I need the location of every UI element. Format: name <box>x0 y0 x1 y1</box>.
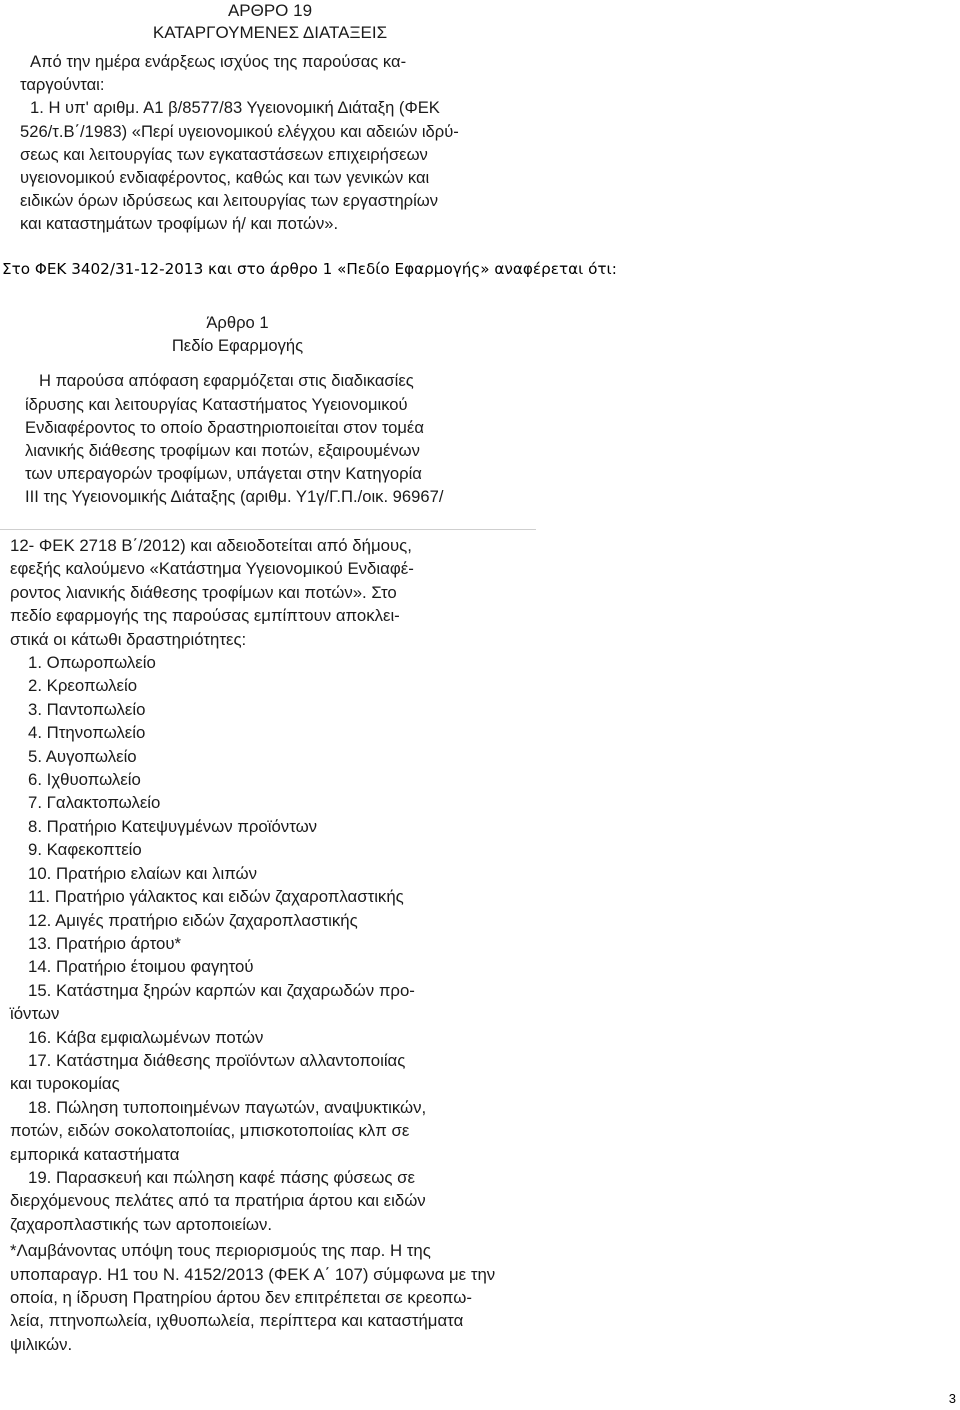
list-item <box>10 721 520 744</box>
separator-rule <box>0 529 536 530</box>
text-line: ίδρυσης και λειτουργίας Καταστήματος Υγειονομικού <box>25 394 408 414</box>
text-line: σεως και λειτουργίας των εγκαταστάσεων επιχειρήσεων <box>20 144 428 164</box>
text-line: 9. Καφεκοπτείο <box>28 840 142 860</box>
text-line: ψιλικών. <box>10 1334 73 1354</box>
list-item <box>10 815 520 838</box>
footnote <box>10 1239 520 1356</box>
text-line: 1. Οπωροπωλείο <box>28 653 156 673</box>
text-line: διερχόμενους πελάτες από τα πρατήρια άρτου και ειδών <box>10 1191 426 1211</box>
text-line: *Λαμβάνοντας υπόψη τους περιορισμούς της παρ. Η της <box>10 1241 431 1261</box>
text-line: ϊόντων <box>10 1004 60 1024</box>
article-19-title: ΑΡΘΡΟ 19 <box>227 1 313 20</box>
text-line: 2. Κρεοπωλείο <box>28 676 138 696</box>
list-item <box>10 979 520 1026</box>
list-item <box>10 1096 520 1166</box>
text-line: 10. Πρατήριο ελαίων και λιπών <box>28 863 258 883</box>
text-line: Ενδιαφέροντος το οποίο δραστηριοποιείται στον τομέα <box>25 417 424 437</box>
text-line: εμπορικά καταστήματα <box>10 1144 180 1164</box>
text-line: 526/τ.Β΄/1983) «Περί υγειονομικού ελέγχου και αδειών ιδρύ- <box>20 121 459 141</box>
text-line: 4. Πτηνοπωλείο <box>28 723 146 743</box>
text-line: 15. Κατάστημα ξηρών καρπών και ζαχαρωδών προ- <box>28 980 415 1000</box>
text-line: 14. Πρατήριο έτοιμου φαγητού <box>28 957 254 977</box>
activities-list <box>10 651 520 1236</box>
text-line: λεία, πτηνοπωλεία, ιχθυοπωλεία, περίπτερα και καταστήματα <box>10 1311 464 1331</box>
text-line: 1. Η υπ' αριθμ. Α1 β/8577/83 Υγειονομική Διάταξη (ΦΕΚ <box>30 98 440 118</box>
text-line: 12. Αμιγές πρατήριο ειδών ζαχαροπλαστικής <box>28 910 358 930</box>
page-number: 3 <box>948 1391 956 1406</box>
text-line: 12- ΦΕΚ 2718 Β΄/2012) και αδειοδοτείται από δήμους, <box>10 536 412 555</box>
text-line: ειδικών όρων ιδρύσεως και λειτουργίας των εργαστηρίων <box>20 191 439 211</box>
article-1-subtitle: Πεδίο Εφαρμογής <box>171 336 304 356</box>
text-line: 7. Γαλακτοπωλείο <box>28 793 161 813</box>
list-item <box>10 909 520 932</box>
text-line: Η παρούσα απόφαση εφαρμόζεται στις διαδικασίες <box>39 371 414 391</box>
text-line: 6. Ιχθυοπωλείο <box>28 770 141 790</box>
caption-sentence: Στο ΦΕΚ 3402/31-12-2013 και στο άρθρο 1 «Πεδίο Εφαρμογής» αναφέρεται ότι: <box>2 260 617 278</box>
text-line: υγειονομικού ενδιαφέροντος, καθώς και των γενικών και <box>20 168 430 188</box>
text-line: ΙΙΙ της Υγειονομικής Διάταξης (αριθμ. Υ1γ/Γ.Π./οικ. 96967/ <box>25 487 444 507</box>
list-item <box>10 1049 520 1096</box>
text-line: και τυροκομίας <box>10 1074 120 1094</box>
article-19-item-1 <box>20 96 520 235</box>
text-line: υποπαραγρ. Η1 του Ν. 4152/2013 (ΦΕΚ Α΄ 107) σύμφωνα με την <box>10 1264 496 1284</box>
article-19-block <box>20 0 520 236</box>
list-item <box>10 651 520 674</box>
text-line: 8. Πρατήριο Κατεψυγμένων προϊόντων <box>28 816 318 836</box>
list-item <box>10 885 520 908</box>
list-item <box>10 1166 520 1236</box>
list-item <box>10 838 520 861</box>
article-19-intro <box>20 50 520 96</box>
text-line: ταργούνται: <box>20 75 105 95</box>
list-item <box>10 791 520 814</box>
text-line: 3. Παντοπωλείο <box>28 699 146 719</box>
text-line: 13. Πρατήριο άρτου* <box>28 933 182 953</box>
list-item <box>10 674 520 697</box>
text-line: 11. Πρατήριο γάλακτος και ειδών ζαχαροπλαστικής <box>28 887 404 907</box>
text-line: ροντος λιανικής διάθεσης τροφίμων και ποτών». Στο <box>10 582 397 602</box>
article-1-body <box>25 369 510 508</box>
text-line: Από την ημέρα ενάρξεως ισχύος της παρούσας κα- <box>30 52 407 71</box>
continuation-paragraph <box>10 534 520 651</box>
article-19-subtitle: ΚΑΤΑΡΓΟΥΜΕΝΕΣ ΔΙΑΤΑΞΕΙΣ <box>152 23 388 42</box>
article-1-title: Άρθρο 1 <box>206 313 269 332</box>
article-1-block <box>25 311 510 509</box>
text-line: 17. Κατάστημα διάθεσης προϊόντων αλλαντοποιίας <box>28 1050 406 1070</box>
text-line: 16. Κάβα εμφιαλωμένων ποτών <box>28 1027 264 1047</box>
text-line: εφεξής καλούμενο «Κατάστημα Υγειονομικού Ενδιαφέ- <box>10 559 414 579</box>
text-line: λιανικής διάθεσης τροφίμων και ποτών, εξαιρουμένων <box>25 441 420 461</box>
text-line: πεδίο εφαρμογής της παρούσας εμπίπτουν αποκλει- <box>10 606 400 626</box>
list-item <box>10 1026 520 1049</box>
text-line: των υπεραγορών τροφίμων, υπάγεται στην Κατηγορία <box>25 464 422 484</box>
list-item <box>10 932 520 955</box>
text-line: ζαχαροπλαστικής των αρτοποιείων. <box>10 1214 273 1234</box>
text-line: ποτών, ειδών σοκολατοποιίας, μπισκοτοποιίας κλπ σε <box>10 1121 410 1141</box>
list-item <box>10 768 520 791</box>
list-item <box>10 862 520 885</box>
continuation-block <box>10 534 520 1356</box>
text-line: οποία, η ίδρυση Πρατηρίου άρτου δεν επιτρέπεται σε κρεοπω- <box>10 1288 472 1307</box>
list-item <box>10 955 520 978</box>
list-item <box>10 745 520 768</box>
text-line: 5. Αυγοπωλείο <box>28 746 137 766</box>
list-item <box>10 698 520 721</box>
text-line: στικά οι κάτωθι δραστηριότητες: <box>10 629 247 649</box>
text-line: 18. Πώληση τυποποιημένων παγωτών, αναψυκτικών, <box>28 1097 427 1117</box>
text-line: και καταστημάτων τροφίμων ή/ και ποτών». <box>20 214 339 234</box>
text-line: 19. Παρασκευή και πώληση καφέ πάσης φύσεως σε <box>28 1167 415 1187</box>
